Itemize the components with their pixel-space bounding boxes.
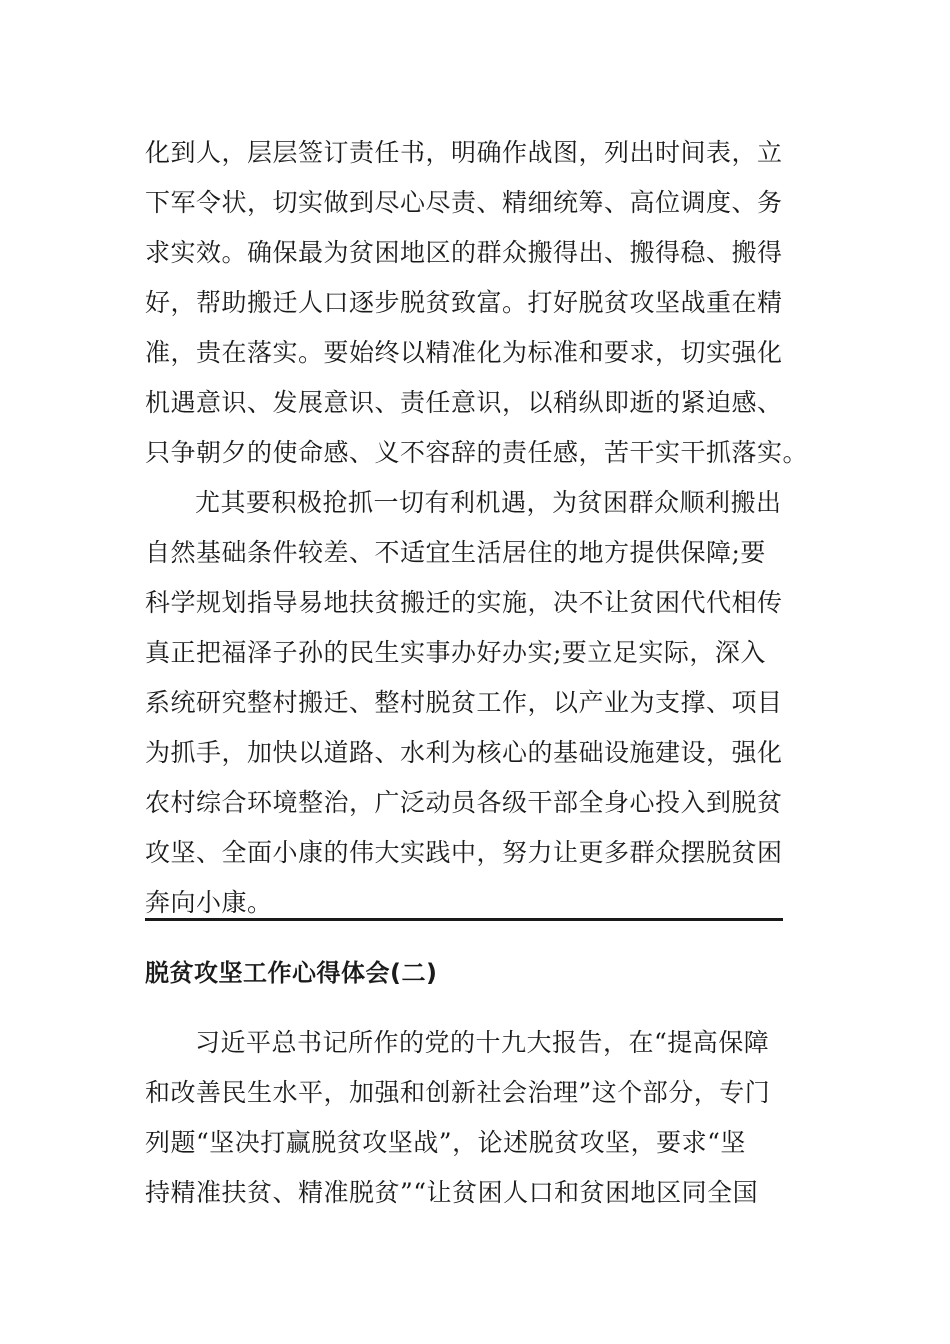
paragraph-2 [145,478,785,928]
text-line: 自然基础条件较差、不适宜生活居住的地方提供保障;要 [145,538,766,567]
text-line: 持精准扶贫、精准脱贫”“让贫困人口和贫困地区同全国 [145,1178,759,1207]
text-line: 真正把福泽子孙的民生实事办好办实;要立足实际，深入 [145,638,766,667]
section-2-body [145,1018,785,1218]
paragraph-1 [145,128,809,478]
text-line: 系统研究整村搬迁、整村脱贫工作，以产业为支撑、项目 [145,688,783,717]
text-line: 求实效。确保最为贫困地区的群众搬得出、搬得稳、搬得 [145,238,783,267]
text-line: 和改善民生水平，加强和创新社会治理”这个部分，专门 [145,1078,771,1107]
paragraph-3 [145,1018,785,1218]
text-line: 奔向小康。 [145,888,273,917]
text-line: 攻坚、全面小康的伟大实践中，努力让更多群众摆脱贫困 [145,838,783,867]
text-line: 准，贵在落实。要始终以精准化为标准和要求，切实强化 [145,338,783,367]
text-line: 列题“坚决打赢脱贫攻坚战”，论述脱贫攻坚，要求“坚 [145,1128,746,1157]
text-line: 好，帮助搬迁人口逐步脱贫致富。打好脱贫攻坚战重在精 [145,288,783,317]
text-line: 尤其要积极抢抓一切有利机遇，为贫困群众顺利搬出 [195,488,782,517]
text-line: 下军令状，切实做到尽心尽责、精细统筹、高位调度、务 [145,188,783,217]
section-divider [145,918,783,921]
text-line: 习近平总书记所作的党的十九大报告，在“提高保障 [195,1028,770,1057]
text-line: 只争朝夕的使命感、义不容辞的责任感，苦干实干抓落实。 [145,438,809,467]
document-body [145,128,809,928]
text-line: 农村综合环境整治，广泛动员各级干部全身心投入到脱贫 [145,788,783,817]
text-line: 科学规划指导易地扶贫搬迁的实施，决不让贫困代代相传 [145,588,783,617]
text-line: 化到人，层层签订责任书，明确作战图，列出时间表，立 [145,138,783,167]
section-title: 脱贫攻坚工作心得体会(二) [145,959,438,987]
text-line: 为抓手，加快以道路、水利为核心的基础设施建设，强化 [145,738,783,767]
text-line: 机遇意识、发展意识、责任意识，以稍纵即逝的紧迫感、 [145,388,783,417]
